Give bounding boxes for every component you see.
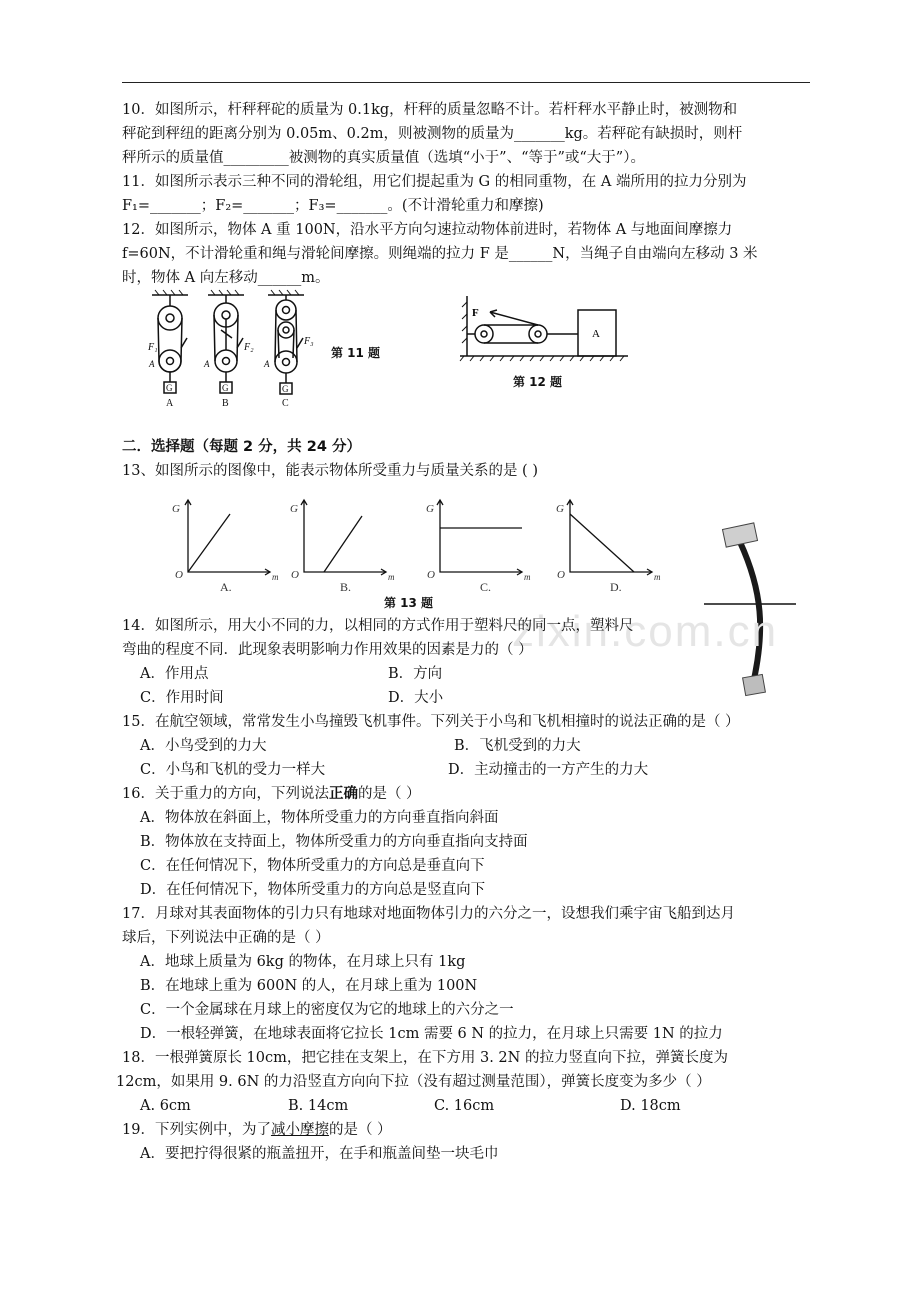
weight-label-c: G <box>282 384 289 394</box>
force-label-1: F₁ <box>148 342 158 353</box>
graph-a-label: A. <box>220 580 232 594</box>
weight-label-a: G <box>166 383 173 393</box>
figure-13-caption: 第 13 题 <box>384 596 434 610</box>
q17-line-1: 17．月球对其表面物体的引力只有地球对地面物体引力的六分之一，设想我们乘宇宙飞船到达月 <box>122 906 735 922</box>
q16-option-b: B．物体放在支持面上，物体所受重力的方向垂直指向支持面 <box>140 834 528 850</box>
force-label-f: F <box>472 307 479 319</box>
q18-option-d: D. 18cm <box>620 1098 681 1114</box>
q15-option-d: D．主动撞击的一方产生的力大 <box>448 762 649 778</box>
graph-a-x-label: m <box>272 572 279 582</box>
q10-line-3: 秤所示的质量值_________被测物的真实质量值（选填“小于”、“等于”或“大于”）。 <box>122 150 645 166</box>
figure-11-caption: 第 11 题 <box>331 346 381 360</box>
q16-option-c: C．在任何情况下，物体所受重力的方向总是垂直向下 <box>140 858 485 874</box>
q11-line-1: 11．如图所示表示三种不同的滑轮组，用它们提起重为 G 的相同重物，在 A 端所用的拉力分别为 <box>122 174 747 190</box>
q19-option-a: A．要把拧得很紧的瓶盖扭开，在手和瓶盖间垫一块毛巾 <box>140 1146 499 1162</box>
q14-option-d: D．大小 <box>388 690 444 706</box>
block-label-a: A <box>592 328 600 340</box>
q16-text-bold: 正确 <box>328 786 358 802</box>
graph-c-origin: O <box>427 569 435 581</box>
graph-d-label: D. <box>610 580 622 594</box>
q14-option-b: B．方向 <box>388 666 443 682</box>
q12-line-3: 时，物体 A 向左移动______m。 <box>122 270 330 286</box>
q17-option-b: B．在地球上重为 600N 的人，在月球上重为 100N <box>140 978 478 994</box>
q16-option-a: A．物体放在斜面上，物体所受重力的方向垂直指向斜面 <box>140 810 499 826</box>
graph-a-y-label: G <box>172 503 180 515</box>
q19-text <box>122 1121 392 1139</box>
graph-d-y-label: G <box>556 503 564 515</box>
q19-text-underlined: 减小摩擦 <box>270 1122 329 1138</box>
watermark: zixin.com.cn <box>512 607 779 656</box>
force-label-2: F₂ <box>244 342 254 353</box>
q18-line-1: 18．一根弹簧原长 10cm，把它挂在支架上，在下方用 3. 2N 的拉力竖直向下拉，弹簧长度为 <box>122 1050 728 1066</box>
graph-c-label: C. <box>480 580 492 594</box>
header-rule <box>122 82 810 83</box>
q12-line-2: f=60N，不计滑轮重和绳与滑轮间摩擦。则绳端的拉力 F 是______N，当绳子自由端向左移动 3 米 <box>122 246 758 262</box>
q17-line-2: 球后，下列说法中正确的是（ ） <box>122 930 330 946</box>
figure-12-caption: 第 12 题 <box>513 375 563 389</box>
force-label-3: F₃ <box>304 336 314 347</box>
q17-option-d: D．一根轻弹簧，在地球表面将它拉长 1cm 需要 6 N 的拉力，在月球上只需要 1N 的拉力 <box>140 1026 723 1042</box>
graph-b-y-label: G <box>290 503 298 515</box>
graph-a-origin: O <box>175 569 183 581</box>
graph-d-origin: O <box>557 569 565 581</box>
q15-option-c: C．小鸟和飞机的受力一样大 <box>140 762 326 778</box>
q18-option-c: C. 16cm <box>434 1098 495 1114</box>
q14-line-1: 14．如图所示，用大小不同的力，以相同的方式作用于塑料尺的同一点，塑料尺 <box>122 618 634 634</box>
q10-line-1: 10．如图所示，杆秤秤砣的质量为 0.1kg，杆秤的质量忽略不计。若杆秤水平静止时，被测物和 <box>122 102 738 118</box>
system-label-b: B <box>222 398 229 409</box>
graph-b-origin: O <box>291 569 299 581</box>
q15-option-b: B．飞机受到的力大 <box>454 738 581 754</box>
end-label-3: A <box>264 359 270 369</box>
q16-text <box>122 785 421 803</box>
q14-option-c: C．作用时间 <box>140 690 224 706</box>
q19-text-pre: 19．下列实例中，为了 <box>122 1122 271 1138</box>
weight-mass-graphs <box>150 496 670 596</box>
weight-label-b: G <box>222 383 229 393</box>
system-label-c: C <box>282 398 289 409</box>
q17-option-c: C．一个金属球在月球上的密度仅为它的地球上的六分之一 <box>140 1002 514 1018</box>
q13-text: 13、如图所示的图像中，能表示物体所受重力与质量关系的是 ( ) <box>122 463 538 479</box>
q15-option-a: A．小鸟受到的力大 <box>140 738 267 754</box>
q18-option-a: A. 6cm <box>140 1098 191 1114</box>
section-2-heading: 二．选择题（每题 2 分，共 24 分） <box>122 439 361 455</box>
end-label-1: A <box>149 359 155 369</box>
q14-line-2: 弯曲的程度不同．此现象表明影响力作用效果的因素是力的（ ） <box>122 642 533 658</box>
q16-option-d: D．在任何情况下，物体所受重力的方向总是竖直向下 <box>140 882 486 898</box>
system-label-a: A <box>166 398 174 409</box>
graph-c-y-label: G <box>426 503 434 515</box>
graph-d-x-label: m <box>654 572 661 582</box>
q18-line-2: 12cm，如果用 9. 6N 的力沿竖直方向向下拉（没有超过测量范围），弹簧长度变为多少（ ） <box>116 1074 711 1090</box>
q19-text-post: 的是（ ） <box>328 1122 392 1138</box>
graph-c-x-label: m <box>524 572 531 582</box>
q14-option-a: A．作用点 <box>140 666 209 682</box>
graph-b-label: B. <box>340 580 352 594</box>
end-label-2: A <box>204 359 210 369</box>
pulley-figure <box>140 288 330 410</box>
q11-line-2: F₁=_______；F₂=_______；F₃=_______。(不计滑轮重力和摩擦) <box>122 198 544 214</box>
q16-text-post: 的是（ ） <box>357 786 421 802</box>
q10-line-2: 秤砣到秤纽的距离分别为 0.05m、0.2m，则被测物的质量为_______kg。若秤砣有缺损时，则杆 <box>122 126 743 142</box>
q15-text: 15．在航空领域，常常发生小鸟撞毁飞机事件。下列关于小鸟和飞机相撞时的说法正确的是（ ） <box>122 714 740 730</box>
q16-text-pre: 16．关于重力的方向，下列说法 <box>122 786 329 802</box>
q12-line-1: 12．如图所示，物体 A 重 100N，沿水平方向匀速拉动物体前进时，若物体 A 与地面间摩擦力 <box>122 222 733 238</box>
pulley-block-figure <box>458 292 630 362</box>
q18-option-b: B. 14cm <box>288 1098 349 1114</box>
graph-b-x-label: m <box>388 572 395 582</box>
q17-option-a: A．地球上质量为 6kg 的物体，在月球上只有 1kg <box>140 954 466 970</box>
